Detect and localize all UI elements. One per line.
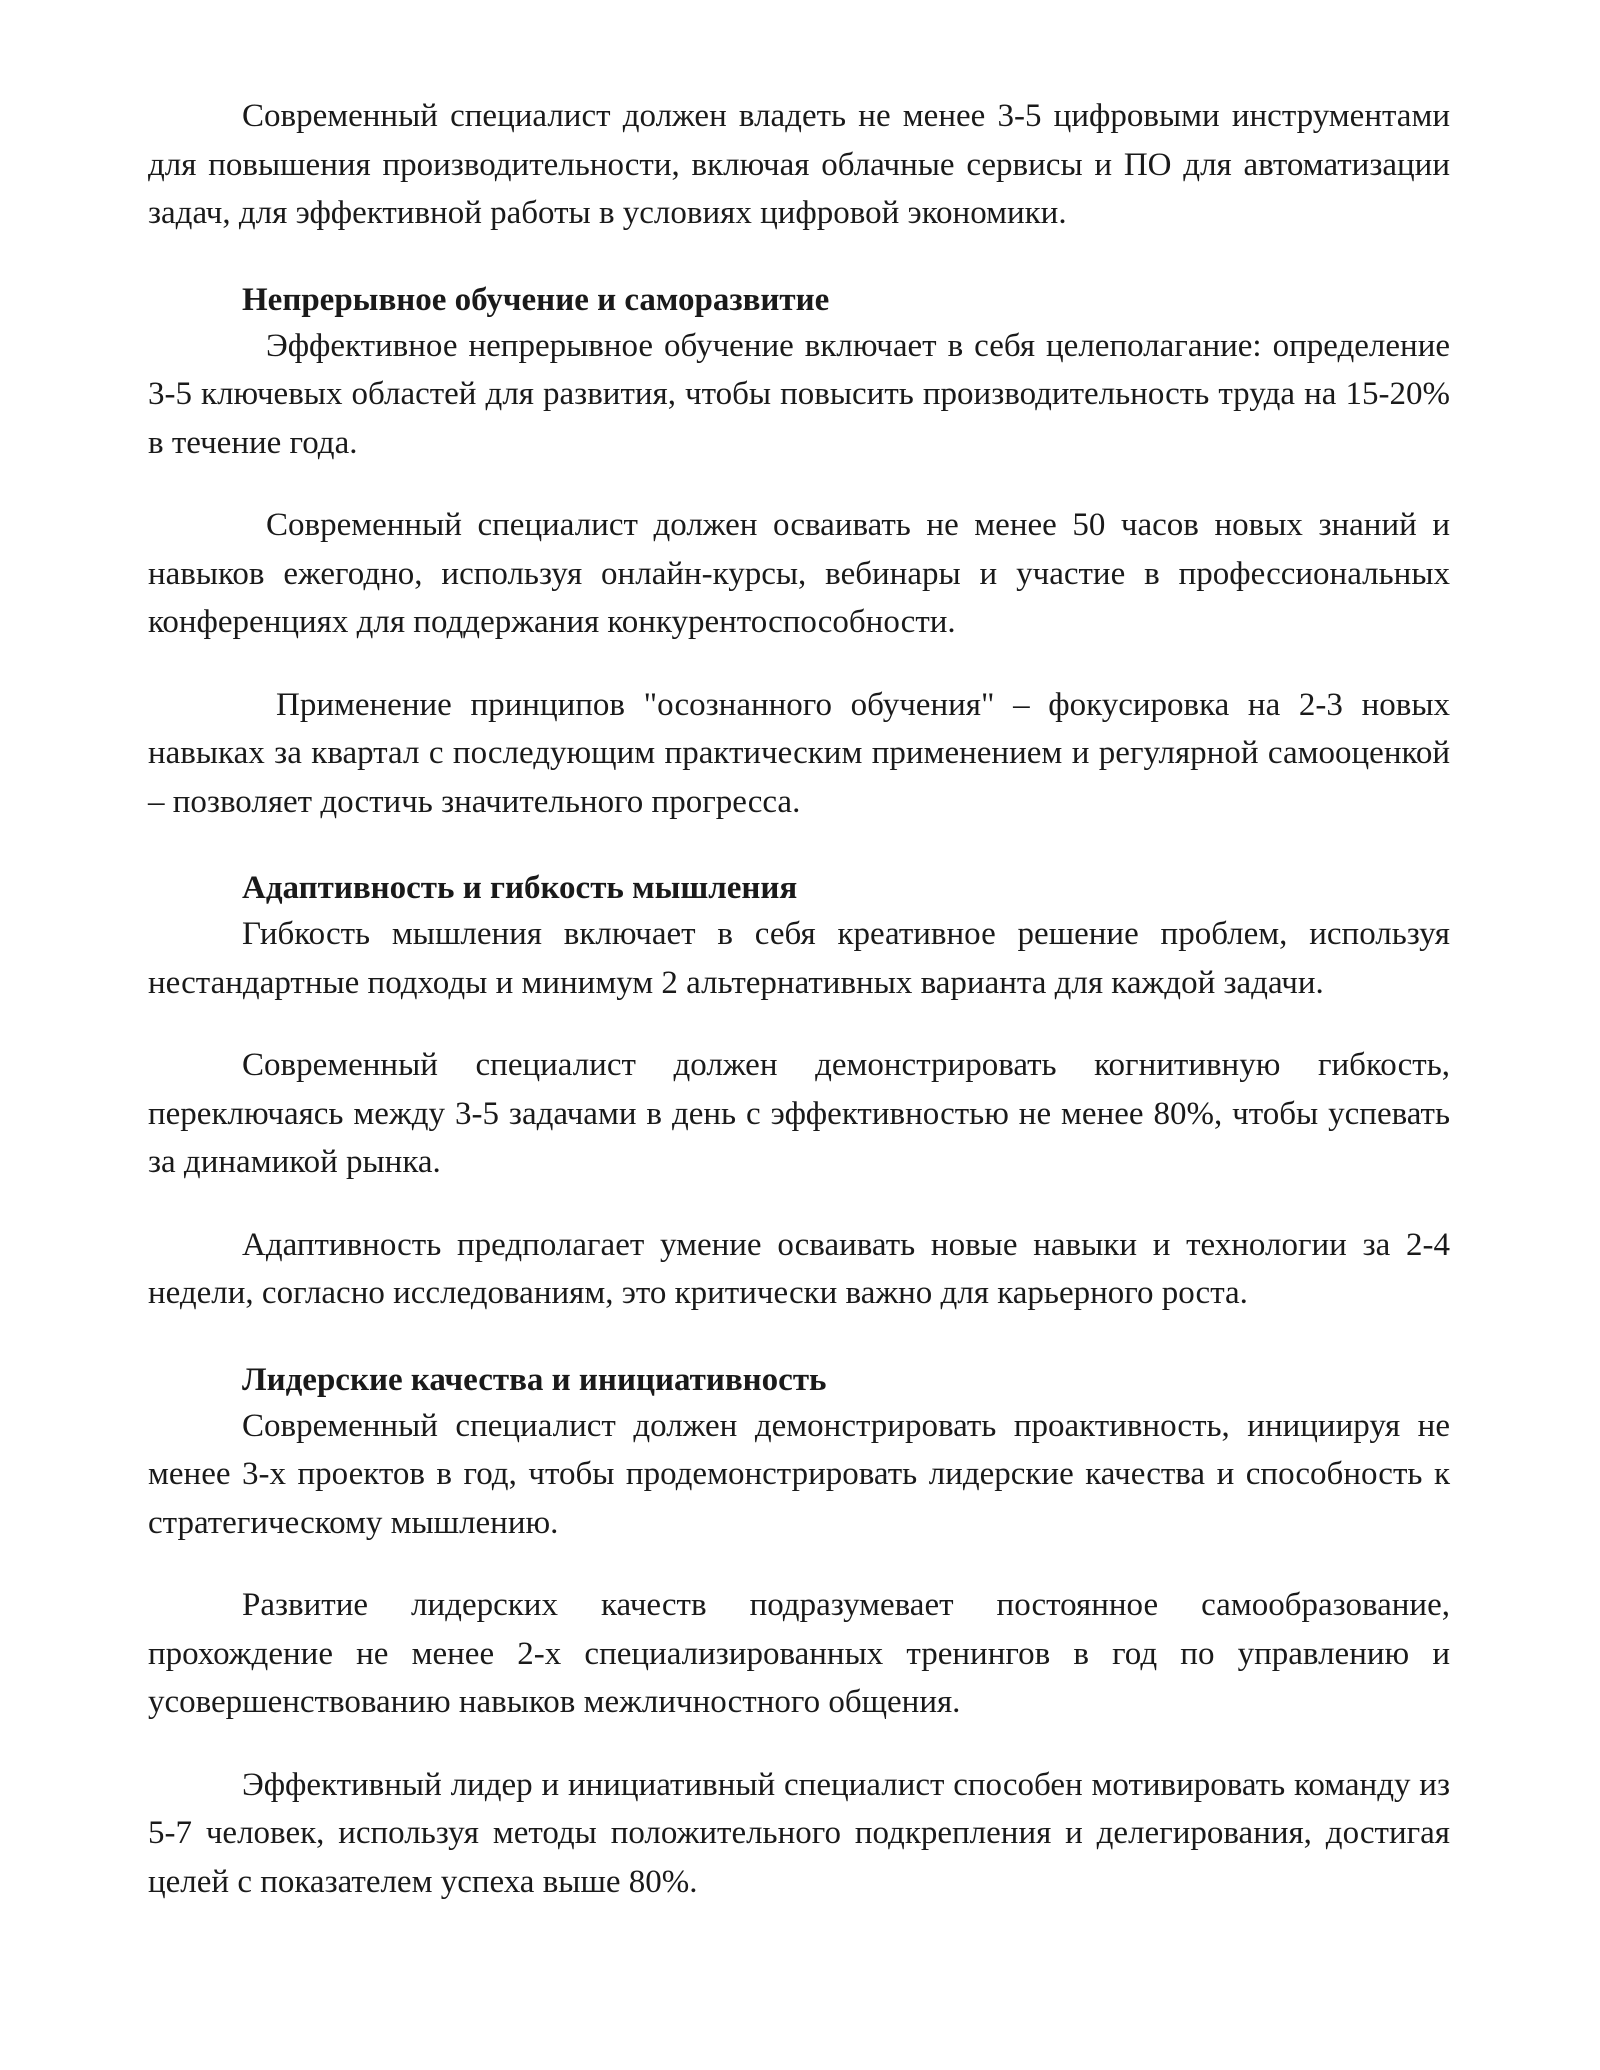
heading-leadership: Лидерские качества и инициативность [242,1361,827,1398]
paragraph-leadership-development: Развитие лидерских качеств подразумевает постоянное самообразование, прохождение не менее 2-х специализированных тренингов в год по управлению и усовершенствованию навыков межличностного общения. [148,1587,1450,1720]
paragraph-skill-acquisition: Адаптивность предполагает умение осваивать новые навыки и технологии за 2-4 недели, согласно исследованиям, это критически важно для карьерного роста. [148,1226,1450,1311]
heading-continuous-learning: Непрерывное обучение и саморазвитие [242,281,830,318]
paragraph-cognitive-flexibility: Современный специалист должен демонстрировать когнитивную гибкость, переключаясь между 3-5 задачами в день с эффективностью не менее 80%, чтобы успевать за динамикой рынка. [148,1047,1450,1180]
paragraph-thinking-flexibility: Гибкость мышления включает в себя креативное решение проблем, используя нестандартные подходы и минимум 2 альтернативных варианта для каждой задачи. [148,916,1450,1001]
paragraph-effective-leader: Эффективный лидер и инициативный специалист способен мотивировать команду из 5-7 человек, используя методы положительного подкрепления и делегирования, достигая целей с показателем успеха выше 80%. [148,1766,1450,1900]
paragraph-goal-setting: Эффективное непрерывное обучение включает в себя целеполагание: определение 3-5 ключевых областей для развития, чтобы повысить производительность труда на 15-20% в течение года. [148,327,1450,461]
paragraph-digital-tools: Современный специалист должен владеть не менее 3-5 цифровыми инструментами для повышения производительности, включая облачные сервисы и ПО для автоматизации задач, для эффективной работы в условиях цифровой экономики. [148,98,1450,231]
heading-adaptability: Адаптивность и гибкость мышления [242,870,798,906]
paragraph-annual-learning-hours: Современный специалист должен осваивать не менее 50 часов новых знаний и навыков ежегодно, используя онлайн-курсы, вебинары и участие в профессиональных конференциях для поддержания конкурентоспособности. [148,507,1450,640]
paragraph-mindful-learning: Применение принципов "осознанного обучения" – фокусировка на 2-3 новых навыках за квартал с последующим практическим применением и регулярной самооценкой – позволяет достичь значительного прогресса. [148,686,1450,820]
paragraph-proactivity: Современный специалист должен демонстрировать проактивность, инициируя не менее 3-х проектов в год, чтобы продемонстрировать лидерские качества и способность к стратегическому мышлению. [148,1407,1450,1541]
document-page [148,92,1450,1906]
